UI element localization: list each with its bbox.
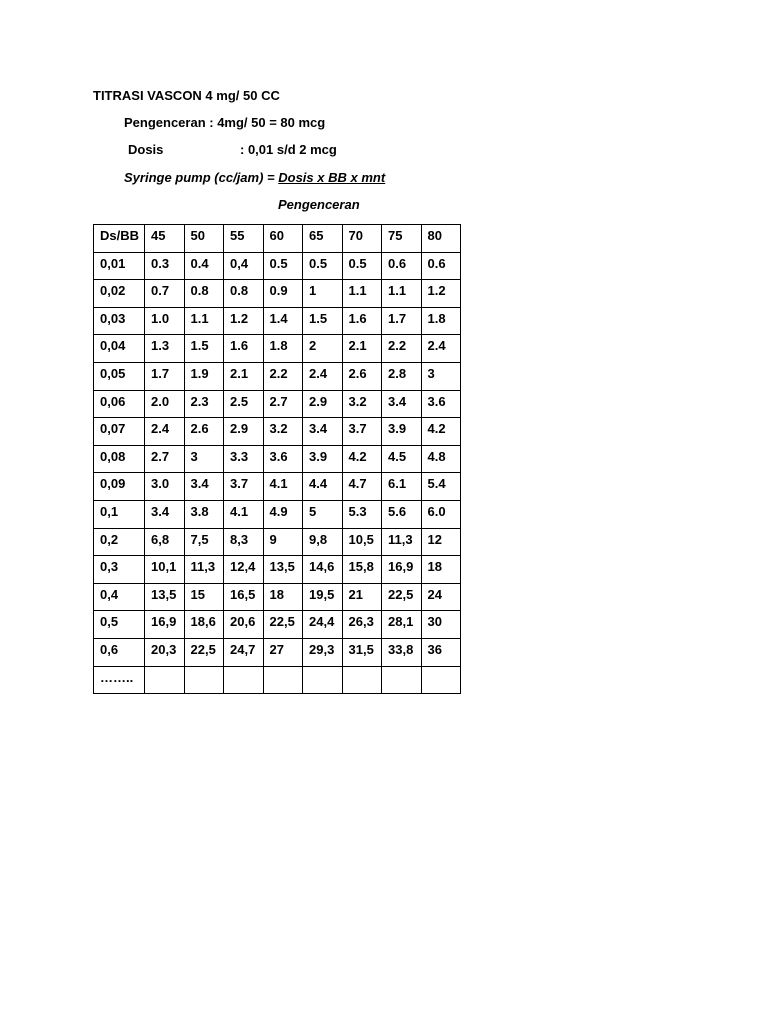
- header-cell-weight: 80: [421, 225, 461, 253]
- table-row: [94, 611, 461, 639]
- rate-cell: 18: [421, 556, 461, 584]
- table-row: [94, 418, 461, 446]
- dose-cell: 0,09: [94, 473, 145, 501]
- table-row: [94, 528, 461, 556]
- dilution-line: Pengenceran : 4mg/ 50 = 80 mcg: [124, 115, 326, 130]
- header-cell-weight: 70: [342, 225, 382, 253]
- dose-cell: 0,4: [94, 583, 145, 611]
- rate-cell: 6,8: [145, 528, 185, 556]
- dose-cell: 0,5: [94, 611, 145, 639]
- document-title: TITRASI VASCON 4 mg/ 50 CC: [93, 88, 280, 103]
- rate-cell: 16,9: [145, 611, 185, 639]
- table-row: [94, 252, 461, 280]
- table-row: [94, 390, 461, 418]
- rate-cell: 0.4: [184, 252, 224, 280]
- rate-cell: 15: [184, 583, 224, 611]
- table-row: [94, 445, 461, 473]
- rate-cell: [382, 666, 422, 694]
- rate-cell: 4.2: [421, 418, 461, 446]
- rate-cell: 5.3: [342, 500, 382, 528]
- rate-cell: 24,4: [303, 611, 343, 639]
- rate-cell: 3.7: [224, 473, 264, 501]
- rate-cell: 0.9: [263, 280, 303, 308]
- rate-cell: 27: [263, 638, 303, 666]
- rate-cell: 2.8: [382, 362, 422, 390]
- rate-cell: 2.4: [145, 418, 185, 446]
- rate-cell: 29,3: [303, 638, 343, 666]
- rate-cell: 2: [303, 335, 343, 363]
- table-row: [94, 666, 461, 694]
- rate-cell: 1.5: [303, 307, 343, 335]
- rate-cell: 3.4: [145, 500, 185, 528]
- rate-cell: 0,4: [224, 252, 264, 280]
- rate-cell: 2.5: [224, 390, 264, 418]
- rate-cell: [224, 666, 264, 694]
- rate-cell: 4.8: [421, 445, 461, 473]
- rate-cell: 3.4: [382, 390, 422, 418]
- rate-cell: 18,6: [184, 611, 224, 639]
- dose-cell: 0,03: [94, 307, 145, 335]
- rate-cell: 11,3: [382, 528, 422, 556]
- rate-cell: 0.8: [184, 280, 224, 308]
- rate-cell: 36: [421, 638, 461, 666]
- rate-cell: 31,5: [342, 638, 382, 666]
- rate-cell: 12: [421, 528, 461, 556]
- rate-cell: 1.4: [263, 307, 303, 335]
- rate-cell: 12,4: [224, 556, 264, 584]
- dose-cell: 0,04: [94, 335, 145, 363]
- rate-cell: 4.1: [224, 500, 264, 528]
- rate-cell: 33,8: [382, 638, 422, 666]
- dose-cell: 0,01: [94, 252, 145, 280]
- rate-cell: 9: [263, 528, 303, 556]
- rate-cell: 2.7: [145, 445, 185, 473]
- rate-cell: 11,3: [184, 556, 224, 584]
- rate-cell: 3.9: [382, 418, 422, 446]
- rate-cell: 2.2: [382, 335, 422, 363]
- rate-cell: 0.3: [145, 252, 185, 280]
- rate-cell: 1.0: [145, 307, 185, 335]
- dose-cell: 0,07: [94, 418, 145, 446]
- header-cell-weight: 65: [303, 225, 343, 253]
- rate-cell: 4.2: [342, 445, 382, 473]
- rate-cell: 15,8: [342, 556, 382, 584]
- rate-cell: 2.9: [303, 390, 343, 418]
- rate-cell: 3.4: [303, 418, 343, 446]
- rate-cell: 0.5: [303, 252, 343, 280]
- rate-cell: 14,6: [303, 556, 343, 584]
- rate-cell: 0.6: [421, 252, 461, 280]
- rate-cell: 4.1: [263, 473, 303, 501]
- rate-cell: 1.7: [145, 362, 185, 390]
- formula-numerator: Dosis x BB x mnt: [278, 170, 386, 185]
- rate-cell: 26,3: [342, 611, 382, 639]
- rate-cell: 7,5: [184, 528, 224, 556]
- titration-table: [93, 224, 461, 694]
- dose-cell: 0,06: [94, 390, 145, 418]
- rate-cell: 1.6: [342, 307, 382, 335]
- rate-cell: 1.8: [421, 307, 461, 335]
- rate-cell: [421, 666, 461, 694]
- rate-cell: 4.4: [303, 473, 343, 501]
- rate-cell: 0.8: [224, 280, 264, 308]
- rate-cell: [342, 666, 382, 694]
- rate-cell: 3.6: [421, 390, 461, 418]
- rate-cell: 3.2: [342, 390, 382, 418]
- rate-cell: 20,6: [224, 611, 264, 639]
- header-cell-weight: 50: [184, 225, 224, 253]
- dose-cell: 0,2: [94, 528, 145, 556]
- header-cell-weight: 60: [263, 225, 303, 253]
- dose-label: Dosis: [128, 142, 164, 157]
- rate-cell: 3.9: [303, 445, 343, 473]
- rate-cell: 3.3: [224, 445, 264, 473]
- rate-cell: 2.7: [263, 390, 303, 418]
- rate-cell: 1.1: [342, 280, 382, 308]
- dose-value: : 0,01 s/d 2 mcg: [240, 142, 337, 157]
- rate-cell: 2.9: [224, 418, 264, 446]
- rate-cell: 16,5: [224, 583, 264, 611]
- dose-cell: 0,1: [94, 500, 145, 528]
- dose-cell: 0,6: [94, 638, 145, 666]
- rate-cell: 3: [184, 445, 224, 473]
- rate-cell: 19,5: [303, 583, 343, 611]
- formula-denominator: Pengenceran: [278, 197, 360, 212]
- rate-cell: 2.4: [303, 362, 343, 390]
- rate-cell: 24,7: [224, 638, 264, 666]
- rate-cell: 5: [303, 500, 343, 528]
- rate-cell: 6.1: [382, 473, 422, 501]
- rate-cell: 3.2: [263, 418, 303, 446]
- titration-table-body: [94, 225, 461, 694]
- table-row: [94, 638, 461, 666]
- rate-cell: 16,9: [382, 556, 422, 584]
- rate-cell: 2.3: [184, 390, 224, 418]
- rate-cell: 3.4: [184, 473, 224, 501]
- rate-cell: 22,5: [382, 583, 422, 611]
- rate-cell: 1.5: [184, 335, 224, 363]
- dose-cell: 0,08: [94, 445, 145, 473]
- table-row: [94, 556, 461, 584]
- dose-cell: 0,3: [94, 556, 145, 584]
- rate-cell: 1: [303, 280, 343, 308]
- rate-cell: 2.1: [224, 362, 264, 390]
- rate-cell: 8,3: [224, 528, 264, 556]
- rate-cell: 3.6: [263, 445, 303, 473]
- rate-cell: 1.9: [184, 362, 224, 390]
- rate-cell: 3: [421, 362, 461, 390]
- rate-cell: 21: [342, 583, 382, 611]
- formula-line: [124, 170, 385, 186]
- formula-prefix: Syringe pump (cc/jam) =: [124, 170, 279, 185]
- rate-cell: 3.8: [184, 500, 224, 528]
- rate-cell: 13,5: [263, 556, 303, 584]
- rate-cell: 3.7: [342, 418, 382, 446]
- rate-cell: 1.2: [224, 307, 264, 335]
- table-header-row: [94, 225, 461, 253]
- rate-cell: 1.2: [421, 280, 461, 308]
- rate-cell: 2.2: [263, 362, 303, 390]
- dose-cell: 0,05: [94, 362, 145, 390]
- header-cell-weight: 45: [145, 225, 185, 253]
- rate-cell: 9,8: [303, 528, 343, 556]
- dose-cell: 0,02: [94, 280, 145, 308]
- rate-cell: [263, 666, 303, 694]
- rate-cell: 22,5: [263, 611, 303, 639]
- rate-cell: 4.5: [382, 445, 422, 473]
- rate-cell: 4.7: [342, 473, 382, 501]
- rate-cell: 22,5: [184, 638, 224, 666]
- rate-cell: 2.6: [342, 362, 382, 390]
- table-row: [94, 335, 461, 363]
- header-cell-weight: 75: [382, 225, 422, 253]
- rate-cell: 2.1: [342, 335, 382, 363]
- table-row: [94, 500, 461, 528]
- rate-cell: 1.3: [145, 335, 185, 363]
- rate-cell: 1.8: [263, 335, 303, 363]
- rate-cell: 30: [421, 611, 461, 639]
- rate-cell: 28,1: [382, 611, 422, 639]
- rate-cell: 18: [263, 583, 303, 611]
- rate-cell: 0.6: [382, 252, 422, 280]
- table-row: [94, 473, 461, 501]
- rate-cell: 20,3: [145, 638, 185, 666]
- rate-cell: 10,5: [342, 528, 382, 556]
- rate-cell: 0.5: [342, 252, 382, 280]
- rate-cell: 5.4: [421, 473, 461, 501]
- rate-cell: 3.0: [145, 473, 185, 501]
- table-row: [94, 307, 461, 335]
- rate-cell: 1.6: [224, 335, 264, 363]
- rate-cell: 0.7: [145, 280, 185, 308]
- rate-cell: 5.6: [382, 500, 422, 528]
- table-row: [94, 280, 461, 308]
- rate-cell: 4.9: [263, 500, 303, 528]
- rate-cell: 0.5: [263, 252, 303, 280]
- rate-cell: 2.0: [145, 390, 185, 418]
- rate-cell: 2.4: [421, 335, 461, 363]
- header-cell-dose-weight: Ds/BB: [94, 225, 145, 253]
- rate-cell: 1.1: [382, 280, 422, 308]
- dose-cell: ……..: [94, 666, 145, 694]
- table-row: [94, 362, 461, 390]
- rate-cell: 6.0: [421, 500, 461, 528]
- rate-cell: [184, 666, 224, 694]
- rate-cell: 13,5: [145, 583, 185, 611]
- table-row: [94, 583, 461, 611]
- rate-cell: [303, 666, 343, 694]
- rate-cell: 1.1: [184, 307, 224, 335]
- header-cell-weight: 55: [224, 225, 264, 253]
- rate-cell: 2.6: [184, 418, 224, 446]
- rate-cell: [145, 666, 185, 694]
- rate-cell: 24: [421, 583, 461, 611]
- rate-cell: 1.7: [382, 307, 422, 335]
- rate-cell: 10,1: [145, 556, 185, 584]
